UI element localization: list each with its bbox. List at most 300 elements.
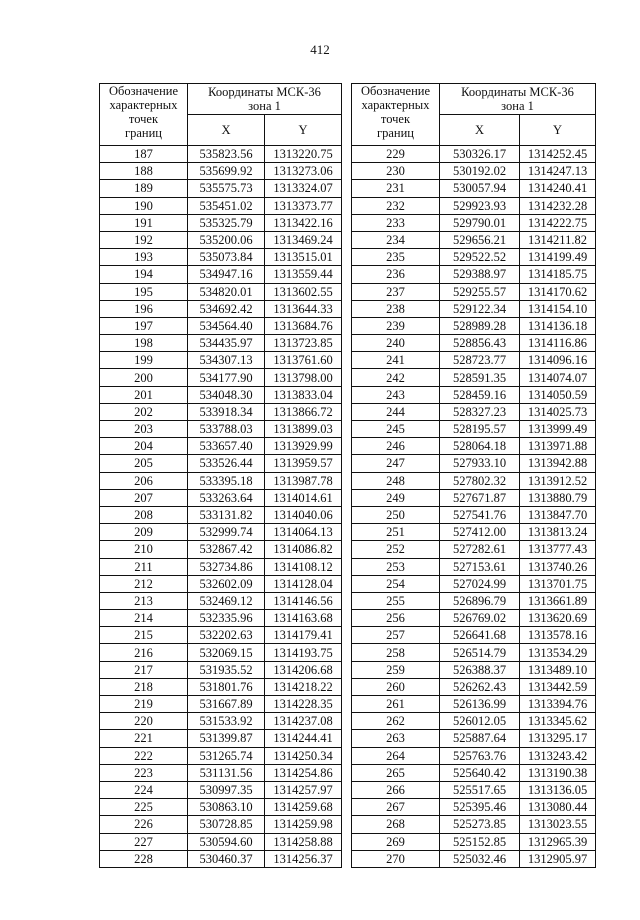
x-coordinate-cell: 534307.13 [188,352,265,369]
designation-line-3: точек [380,112,411,126]
x-coordinate-cell: 534177.90 [188,369,265,386]
y-coordinate-cell: 1313942.88 [520,455,596,472]
x-coordinate-cell: 529656.21 [440,231,520,248]
y-coordinate-cell: 1314179.41 [265,627,342,644]
x-coordinate-cell: 533263.64 [188,489,265,506]
y-coordinate-cell: 1313295.17 [520,730,596,747]
x-coordinate-cell: 535823.56 [188,146,265,163]
y-coordinate-cell: 1314254.86 [265,764,342,781]
y-coordinate-cell: 1314211.82 [520,231,596,248]
point-number-cell: 260 [352,678,440,695]
x-coordinate-cell: 535200.06 [188,231,265,248]
y-coordinate-cell: 1313534.29 [520,644,596,661]
table-row [100,231,342,248]
x-coordinate-cell: 525152.85 [440,833,520,850]
x-coordinate-cell: 531667.89 [188,696,265,713]
y-coordinate-cell: 1314256.37 [265,850,342,867]
y-coordinate-cell: 1313489.10 [520,661,596,678]
table-row [100,610,342,627]
point-number-cell: 188 [100,163,188,180]
table-row [100,352,342,369]
table-row [352,352,596,369]
table-row [352,506,596,523]
point-number-cell: 251 [352,524,440,541]
point-number-cell: 200 [100,369,188,386]
table-row [352,592,596,609]
table-row [352,696,596,713]
table-row [100,163,342,180]
table-header [352,84,596,146]
y-coordinate-cell: 1314250.34 [265,747,342,764]
point-number-cell: 253 [352,558,440,575]
table-row [352,283,596,300]
point-number-cell: 262 [352,713,440,730]
y-coordinate-cell: 1312905.97 [520,850,596,867]
x-coordinate-cell: 526012.05 [440,713,520,730]
point-number-cell: 270 [352,850,440,867]
x-coordinate-cell: 534435.97 [188,335,265,352]
table-row [100,816,342,833]
designation-line-2: характерных [361,98,430,112]
point-number-cell: 250 [352,506,440,523]
y-coordinate-cell: 1313912.52 [520,472,596,489]
table-row [352,438,596,455]
table-row [352,850,596,867]
table-row [100,850,342,867]
y-coordinate-cell: 1314237.08 [265,713,342,730]
y-coordinate-cell: 1313999.49 [520,421,596,438]
table-row [352,781,596,798]
point-number-cell: 189 [100,180,188,197]
table-row [100,747,342,764]
table-row [100,403,342,420]
point-number-cell: 232 [352,197,440,214]
y-coordinate-cell: 1313578.16 [520,627,596,644]
point-number-cell: 196 [100,300,188,317]
x-coordinate-cell: 533131.82 [188,506,265,523]
y-coordinate-cell: 1314146.56 [265,592,342,609]
y-coordinate-cell: 1313929.99 [265,438,342,455]
y-coordinate-cell: 1313899.03 [265,421,342,438]
y-coordinate-cell: 1313273.06 [265,163,342,180]
x-coordinate-cell: 525395.46 [440,799,520,816]
x-coordinate-cell: 534820.01 [188,283,265,300]
coord-group-header [440,84,596,115]
table-row [352,369,596,386]
table-row [100,369,342,386]
y-coordinate-cell: 1314163.68 [265,610,342,627]
table-row [100,575,342,592]
point-number-cell: 263 [352,730,440,747]
table-row [100,541,342,558]
point-number-cell: 216 [100,644,188,661]
x-coordinate-cell: 534692.42 [188,300,265,317]
point-number-cell: 205 [100,455,188,472]
x-coordinate-cell: 535699.92 [188,163,265,180]
point-number-cell: 236 [352,266,440,283]
table-row [352,661,596,678]
table-row [100,197,342,214]
point-number-cell: 267 [352,799,440,816]
designation-line-1: Обозначение [360,84,431,98]
y-coordinate-cell: 1313620.69 [520,610,596,627]
point-number-cell: 252 [352,541,440,558]
point-number-cell: 230 [352,163,440,180]
point-number-cell: 218 [100,678,188,695]
point-number-cell: 191 [100,214,188,231]
y-coordinate-cell: 1314259.68 [265,799,342,816]
x-coordinate-cell: 529388.97 [440,266,520,283]
table-row [352,764,596,781]
designation-line-4: границ [377,126,414,140]
table-row [352,180,596,197]
point-number-cell: 248 [352,472,440,489]
table-body [100,146,342,868]
table-row [352,541,596,558]
x-coordinate-cell: 534947.16 [188,266,265,283]
y-header: Y [520,115,596,146]
point-number-cell: 245 [352,421,440,438]
x-coordinate-cell: 527541.76 [440,506,520,523]
y-coordinate-cell: 1314244.41 [265,730,342,747]
y-header: Y [265,115,342,146]
x-coordinate-cell: 532602.09 [188,575,265,592]
point-number-cell: 254 [352,575,440,592]
y-coordinate-cell: 1314108.12 [265,558,342,575]
table-row [352,678,596,695]
point-number-cell: 210 [100,541,188,558]
table-row [100,283,342,300]
y-coordinate-cell: 1314025.73 [520,403,596,420]
x-coordinate-cell: 527024.99 [440,575,520,592]
y-coordinate-cell: 1313971.88 [520,438,596,455]
point-number-cell: 264 [352,747,440,764]
y-coordinate-cell: 1314232.28 [520,197,596,214]
x-coordinate-cell: 528459.16 [440,386,520,403]
y-coordinate-cell: 1314040.06 [265,506,342,523]
table-row [352,335,596,352]
x-coordinate-cell: 528723.77 [440,352,520,369]
table-row [100,455,342,472]
x-coordinate-cell: 528591.35 [440,369,520,386]
point-number-cell: 217 [100,661,188,678]
point-number-cell: 204 [100,438,188,455]
y-coordinate-cell: 1313987.78 [265,472,342,489]
x-coordinate-cell: 529790.01 [440,214,520,231]
x-coordinate-cell: 527153.61 [440,558,520,575]
x-coordinate-cell: 530057.94 [440,180,520,197]
table-header [100,84,342,146]
x-coordinate-cell: 535451.02 [188,197,265,214]
point-number-cell: 233 [352,214,440,231]
coord-group-line-1: Координаты МСК-36 [208,85,321,99]
y-coordinate-cell: 1313723.85 [265,335,342,352]
y-coordinate-cell: 1312965.39 [520,833,596,850]
x-coordinate-cell: 526514.79 [440,644,520,661]
point-number-cell: 192 [100,231,188,248]
y-coordinate-cell: 1314154.10 [520,300,596,317]
point-number-cell: 225 [100,799,188,816]
y-coordinate-cell: 1313422.16 [265,214,342,231]
y-coordinate-cell: 1314193.75 [265,644,342,661]
point-number-cell: 229 [352,146,440,163]
x-coordinate-cell: 533918.34 [188,403,265,420]
table-row [352,524,596,541]
y-coordinate-cell: 1314116.86 [520,335,596,352]
table-row [352,644,596,661]
table-row [352,816,596,833]
point-number-cell: 228 [100,850,188,867]
x-coordinate-cell: 526896.79 [440,592,520,609]
x-coordinate-cell: 532867.42 [188,541,265,558]
table-row [100,506,342,523]
table-row [100,592,342,609]
point-number-cell: 247 [352,455,440,472]
x-coordinate-cell: 526769.02 [440,610,520,627]
x-coordinate-cell: 531399.87 [188,730,265,747]
point-number-cell: 201 [100,386,188,403]
y-coordinate-cell: 1313798.00 [265,369,342,386]
y-coordinate-cell: 1314199.49 [520,249,596,266]
point-number-cell: 215 [100,627,188,644]
y-coordinate-cell: 1313136.05 [520,781,596,798]
table-row [100,249,342,266]
designation-line-2: характерных [109,98,178,112]
x-header: X [188,115,265,146]
point-number-cell: 214 [100,610,188,627]
x-coordinate-cell: 527412.00 [440,524,520,541]
y-coordinate-cell: 1313833.04 [265,386,342,403]
table-row [352,300,596,317]
table-row [352,249,596,266]
y-coordinate-cell: 1313644.33 [265,300,342,317]
table-row [352,799,596,816]
point-number-cell: 237 [352,283,440,300]
table-row [100,214,342,231]
y-coordinate-cell: 1314086.82 [265,541,342,558]
table-row [352,833,596,850]
x-coordinate-cell: 530728.85 [188,816,265,833]
point-number-cell: 256 [352,610,440,627]
x-coordinate-cell: 525032.46 [440,850,520,867]
x-coordinate-cell: 532069.15 [188,644,265,661]
point-number-cell: 269 [352,833,440,850]
y-coordinate-cell: 1313661.89 [520,592,596,609]
x-coordinate-cell: 530326.17 [440,146,520,163]
table-row [352,472,596,489]
point-number-cell: 259 [352,661,440,678]
table-row [352,558,596,575]
y-coordinate-cell: 1314247.13 [520,163,596,180]
table-row [100,781,342,798]
point-number-cell: 243 [352,386,440,403]
point-number-cell: 194 [100,266,188,283]
designation-header [100,84,188,146]
x-coordinate-cell: 527282.61 [440,541,520,558]
point-number-cell: 198 [100,335,188,352]
x-coordinate-cell: 532335.96 [188,610,265,627]
table-row [352,403,596,420]
y-coordinate-cell: 1313684.76 [265,317,342,334]
point-number-cell: 224 [100,781,188,798]
table-row [352,214,596,231]
y-coordinate-cell: 1314050.59 [520,386,596,403]
x-coordinate-cell: 529122.34 [440,300,520,317]
x-coordinate-cell: 529255.57 [440,283,520,300]
y-coordinate-cell: 1313515.01 [265,249,342,266]
x-coordinate-cell: 526262.43 [440,678,520,695]
y-coordinate-cell: 1313220.75 [265,146,342,163]
y-coordinate-cell: 1314228.35 [265,696,342,713]
table-row [100,180,342,197]
y-coordinate-cell: 1313243.42 [520,747,596,764]
coord-group-line-1: Координаты МСК-36 [461,85,574,99]
x-coordinate-cell: 532469.12 [188,592,265,609]
x-coordinate-cell: 525273.85 [440,816,520,833]
point-number-cell: 190 [100,197,188,214]
x-coordinate-cell: 533395.18 [188,472,265,489]
point-number-cell: 220 [100,713,188,730]
table-row [100,317,342,334]
x-coordinate-cell: 535325.79 [188,214,265,231]
coord-group-line-2: зона 1 [248,99,281,113]
y-coordinate-cell: 1313373.77 [265,197,342,214]
y-coordinate-cell: 1313190.38 [520,764,596,781]
y-coordinate-cell: 1313813.24 [520,524,596,541]
point-number-cell: 240 [352,335,440,352]
x-coordinate-cell: 531935.52 [188,661,265,678]
table-body [352,146,596,868]
x-coordinate-cell: 525640.42 [440,764,520,781]
y-coordinate-cell: 1313469.24 [265,231,342,248]
table-row [352,730,596,747]
table-row [100,730,342,747]
point-number-cell: 197 [100,317,188,334]
y-coordinate-cell: 1313080.44 [520,799,596,816]
point-number-cell: 257 [352,627,440,644]
y-coordinate-cell: 1313866.72 [265,403,342,420]
point-number-cell: 221 [100,730,188,747]
point-number-cell: 202 [100,403,188,420]
x-coordinate-cell: 528327.23 [440,403,520,420]
y-coordinate-cell: 1313701.75 [520,575,596,592]
y-coordinate-cell: 1314240.41 [520,180,596,197]
table-row [352,163,596,180]
point-number-cell: 227 [100,833,188,850]
table-row [100,833,342,850]
x-coordinate-cell: 525517.65 [440,781,520,798]
y-coordinate-cell: 1313324.07 [265,180,342,197]
table-row [100,661,342,678]
table-row [100,799,342,816]
table-row [352,455,596,472]
x-coordinate-cell: 534564.40 [188,317,265,334]
y-coordinate-cell: 1314257.97 [265,781,342,798]
x-coordinate-cell: 528989.28 [440,317,520,334]
table-row [352,489,596,506]
x-coordinate-cell: 529522.52 [440,249,520,266]
table-row [352,266,596,283]
y-coordinate-cell: 1314014.61 [265,489,342,506]
x-coordinate-cell: 532202.63 [188,627,265,644]
table-row [352,747,596,764]
x-coordinate-cell: 531131.56 [188,764,265,781]
y-coordinate-cell: 1313777.43 [520,541,596,558]
table-row [352,231,596,248]
x-coordinate-cell: 526388.37 [440,661,520,678]
table-row [100,300,342,317]
point-number-cell: 268 [352,816,440,833]
table-row [352,386,596,403]
table-row [352,421,596,438]
point-number-cell: 219 [100,696,188,713]
point-number-cell: 211 [100,558,188,575]
x-coordinate-cell: 533788.03 [188,421,265,438]
point-number-cell: 223 [100,764,188,781]
x-coordinate-cell: 534048.30 [188,386,265,403]
x-coordinate-cell: 525763.76 [440,747,520,764]
x-header: X [440,115,520,146]
x-coordinate-cell: 533657.40 [188,438,265,455]
table-row [100,438,342,455]
y-coordinate-cell: 1314222.75 [520,214,596,231]
point-number-cell: 231 [352,180,440,197]
point-number-cell: 241 [352,352,440,369]
x-coordinate-cell: 529923.93 [440,197,520,214]
point-number-cell: 209 [100,524,188,541]
table-row [100,713,342,730]
table-row [100,558,342,575]
page-number: 412 [310,42,330,57]
x-coordinate-cell: 527802.32 [440,472,520,489]
point-number-cell: 242 [352,369,440,386]
y-coordinate-cell: 1313442.59 [520,678,596,695]
table-row [352,146,596,163]
y-coordinate-cell: 1314206.68 [265,661,342,678]
coordinates-table-right [351,83,596,868]
y-coordinate-cell: 1314096.16 [520,352,596,369]
point-number-cell: 255 [352,592,440,609]
point-number-cell: 261 [352,696,440,713]
coordinates-table-left [99,83,342,868]
designation-line-1: Обозначение [108,84,179,98]
y-coordinate-cell: 1313394.76 [520,696,596,713]
y-coordinate-cell: 1313959.57 [265,455,342,472]
x-coordinate-cell: 530863.10 [188,799,265,816]
y-coordinate-cell: 1314128.04 [265,575,342,592]
table-row [352,197,596,214]
y-coordinate-cell: 1314185.75 [520,266,596,283]
point-number-cell: 213 [100,592,188,609]
x-coordinate-cell: 533526.44 [188,455,265,472]
x-coordinate-cell: 528856.43 [440,335,520,352]
table-row [100,696,342,713]
y-coordinate-cell: 1313880.79 [520,489,596,506]
table-row [352,713,596,730]
table-row [352,317,596,334]
table-row [100,472,342,489]
x-coordinate-cell: 531265.74 [188,747,265,764]
x-coordinate-cell: 528195.57 [440,421,520,438]
y-coordinate-cell: 1313761.60 [265,352,342,369]
x-coordinate-cell: 526136.99 [440,696,520,713]
point-number-cell: 246 [352,438,440,455]
table-row [100,335,342,352]
x-coordinate-cell: 531533.92 [188,713,265,730]
point-number-cell: 239 [352,317,440,334]
y-coordinate-cell: 1314136.18 [520,317,596,334]
table-row [100,386,342,403]
